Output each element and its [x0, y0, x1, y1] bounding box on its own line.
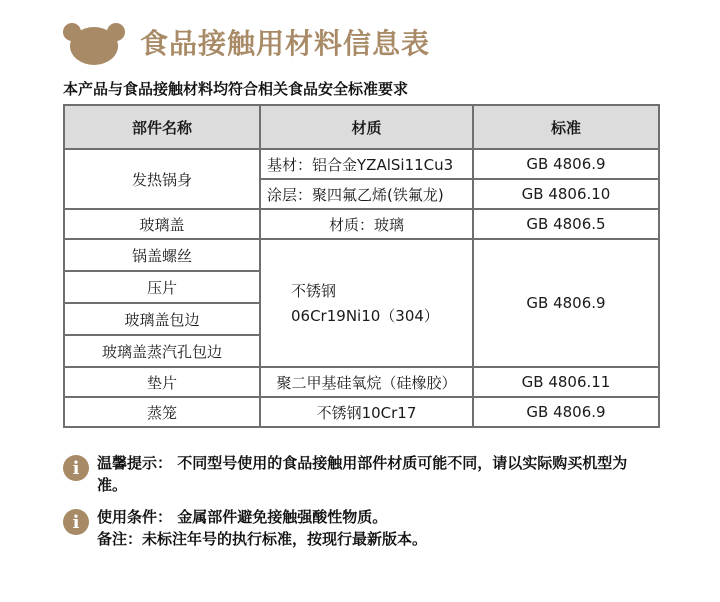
info-icon: i: [63, 509, 89, 535]
bear-logo-icon: [62, 18, 126, 66]
info-icon: i: [63, 455, 89, 481]
part-name-cell: 玻璃盖蒸汽孔包边: [64, 335, 260, 367]
table-row: [64, 239, 659, 271]
header-part-name: 部件名称: [64, 105, 260, 149]
standard-cell: GB 4806.9: [473, 397, 659, 427]
brand-logo: [62, 18, 126, 66]
part-name-cell: 发热锅身: [64, 149, 260, 209]
page-title: 食品接触用材料信息表: [140, 27, 431, 60]
tip-text: 温馨提示： 不同型号使用的食品接触用部件材质可能不同，请以实际购买机型为准。: [97, 454, 628, 494]
material-line: 06Cr19Ni10（304）: [291, 307, 439, 325]
tip-note: [63, 452, 663, 496]
material-cell: 不锈钢10Cr17: [260, 397, 473, 427]
material-cell: [260, 239, 473, 367]
part-name-cell: 锅盖螺丝: [64, 239, 260, 271]
page-subtitle: 本产品与食品接触材料均符合相关食品安全标准要求: [63, 80, 409, 98]
header-material: 材质: [260, 105, 473, 149]
usage-note: [63, 506, 663, 550]
usage-text: 使用条件： 金属部件避免接触强酸性物质。: [97, 508, 388, 526]
material-cell: 涂层：聚四氟乙烯(铁氟龙): [260, 179, 473, 209]
usage-text-block: [97, 506, 427, 550]
table-row: [64, 209, 659, 239]
table-row: [64, 367, 659, 397]
table-header-row: [64, 105, 659, 149]
part-name-cell: 压片: [64, 271, 260, 303]
material-cell: 聚二甲基硅氧烷（硅橡胶）: [260, 367, 473, 397]
part-name-cell: 垫片: [64, 367, 260, 397]
materials-table: [63, 104, 660, 428]
material-cell: 材质：玻璃: [260, 209, 473, 239]
table-row: [64, 149, 659, 179]
notes-section: [63, 452, 663, 560]
standard-cell: GB 4806.5: [473, 209, 659, 239]
standard-cell: GB 4806.11: [473, 367, 659, 397]
material-cell: 基材：铝合金YZAlSi11Cu3: [260, 149, 473, 179]
header-standard: 标准: [473, 105, 659, 149]
part-name-cell: 玻璃盖包边: [64, 303, 260, 335]
remark-text: 备注：未标注年号的执行标准，按现行最新版本。: [97, 530, 428, 548]
standard-cell: GB 4806.9: [473, 239, 659, 367]
table-row: [64, 397, 659, 427]
standard-cell: GB 4806.9: [473, 149, 659, 179]
part-name-cell: 玻璃盖: [64, 209, 260, 239]
material-line: 不锈钢: [291, 282, 337, 300]
standard-cell: GB 4806.10: [473, 179, 659, 209]
part-name-cell: 蒸笼: [64, 397, 260, 427]
